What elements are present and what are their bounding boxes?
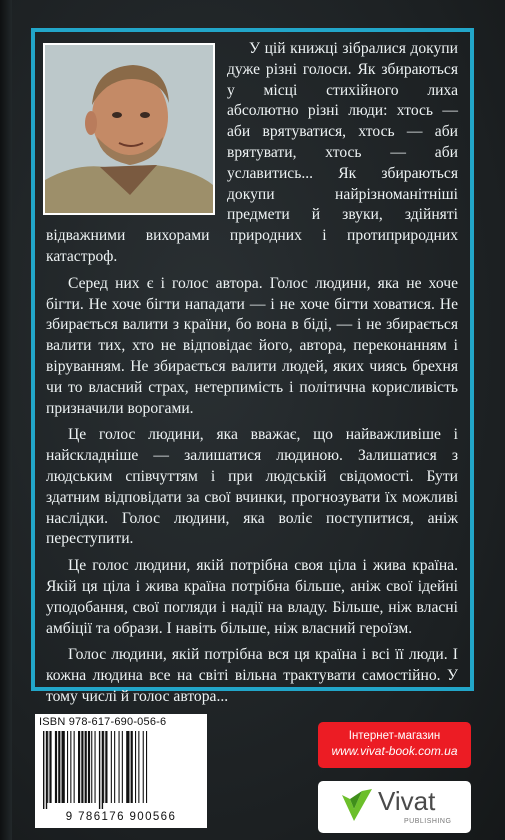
blurb-paragraph-2: Серед них є і голос автора. Голос людини, яка не хоче бігти. Не хоче бігти нападати — і не хоче бігти ховатися. Не збирається валити з країни, бо вона в біді, — і не збирається валити тих, хто не відповідає його, автора, переконанням і віруванням. Не збирається валити людей, яких чиясь брехня чи то власний страх, нетерпимість і політична корисливість призначили ворогами. xyxy=(46,274,458,417)
barcode-digits: 9 786176 900566 xyxy=(65,811,177,823)
online-shop-badge[interactable] xyxy=(318,722,471,768)
isbn-label: ISBN 978-617-690-056-6 xyxy=(39,716,167,728)
vivat-checkmark-icon xyxy=(340,787,374,827)
photo-float-spacer xyxy=(46,39,227,219)
blurb-paragraph-5: Голос людини, якій потрібна вся ця країна і всі її люди. І кожна людина все на світі вільна трактувати самостійно. У тому числі й голос автора... xyxy=(46,646,458,705)
blurb-paragraph-3: Це голос людини, яка вважає, що найважливіше і найскладніше — залишатися людиною. Залишатися з людським співчуттям і при людській свідомості. Бути здатним відповідати за свої вчинки, прогнозувати їх можливі наслідки. Голос людини, яка воліє поступитися, аніж переступити. xyxy=(46,426,458,548)
barcode-bars xyxy=(41,731,201,809)
blurb-text xyxy=(46,39,458,708)
publisher-name: Vivat xyxy=(378,786,436,816)
shop-label: Інтернет-магазин xyxy=(348,730,441,742)
blurb-paragraph-1: У цій книжці зібралися докупи дуже різні голоси. Як збираються у місці стихійного лиха абсолютно різні люди: хтось — аби врятуватися, хтось — аби врятувати, хтось — аби уславитись... Як збираються докупи найрізноманітніші предмети й звуки, здійняті відважними вихорами природних і протиприродних катастроф. xyxy=(46,40,458,265)
spine-edge xyxy=(0,0,12,840)
barcode-panel xyxy=(35,714,207,828)
shop-url[interactable]: www.vivat-book.com.ua xyxy=(331,744,458,758)
publisher-sub: PUBLISHING xyxy=(404,818,452,825)
publisher-logo xyxy=(318,781,471,833)
blurb-paragraph-4: Це голос людини, якій потрібна своя ціла і жива країна. Якій ця ціла і жива країна потрібна більше, аніж свої ідейні уподобання, свої погляди і надії на владу. Більше, ніж власні амбіції та образи. І навіть більше, ніж власний героїзм. xyxy=(46,557,458,637)
